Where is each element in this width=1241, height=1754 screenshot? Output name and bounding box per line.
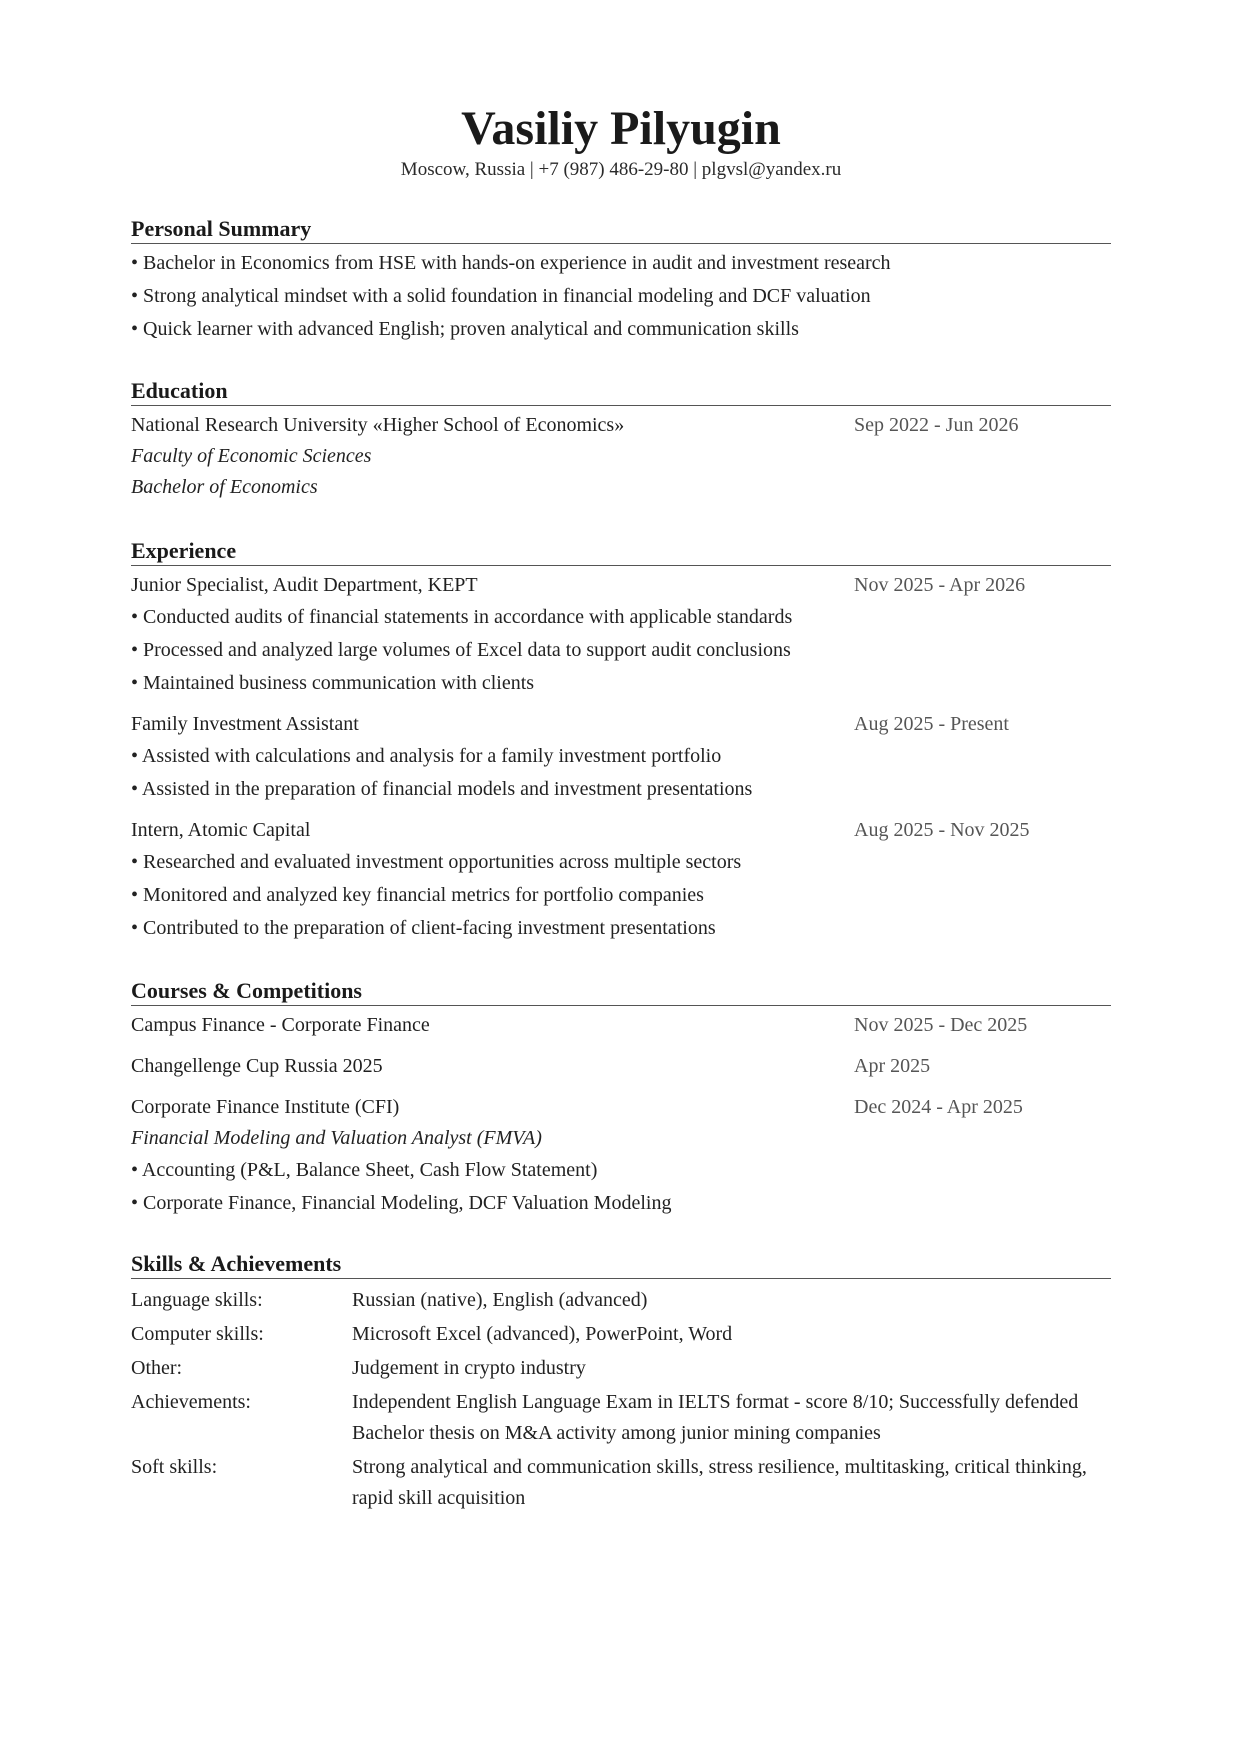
skill-label: Language skills:: [131, 1289, 263, 1311]
skill-row: [131, 1387, 1111, 1449]
course-entry: [131, 1010, 1111, 1041]
course-bullet: • Accounting (P&L, Balance Sheet, Cash Flow Statement): [131, 1159, 598, 1181]
course-name: Changellenge Cup Russia 2025: [131, 1055, 383, 1077]
job-bullet: • Monitored and analyzed key financial metrics for portfolio companies: [131, 884, 704, 906]
skill-label: Other:: [131, 1357, 183, 1379]
section-title: Experience: [131, 537, 1111, 566]
summary-bullet: • Strong analytical mindset with a solid foundation in financial modeling and DCF valuation: [131, 285, 871, 307]
skill-value: Microsoft Excel (advanced), PowerPoint, Word: [352, 1323, 733, 1345]
job-role: Family Investment Assistant: [131, 713, 359, 735]
course-dates: Nov 2025 - Dec 2025: [854, 1014, 1028, 1036]
course-name: Campus Finance - Corporate Finance: [131, 1014, 430, 1036]
course-entry: [131, 1092, 1111, 1220]
skill-label: Computer skills:: [131, 1323, 264, 1345]
degree: Bachelor of Economics: [131, 476, 318, 498]
section-experience: [131, 537, 1111, 945]
job-dates: Aug 2025 - Present: [854, 713, 1009, 735]
skill-value: Judgement in crypto industry: [352, 1357, 586, 1379]
skill-label: Achievements:: [131, 1391, 251, 1413]
institution-name: National Research University «Higher School of Economics»: [131, 414, 625, 436]
course-subtitle: Financial Modeling and Valuation Analyst (FMVA): [131, 1127, 542, 1149]
skill-row: [131, 1285, 1111, 1316]
job-bullet: • Processed and analyzed large volumes of Excel data to support audit conclusions: [131, 639, 791, 661]
faculty: Faculty of Economic Sciences: [131, 445, 372, 467]
job-dates: Nov 2025 - Apr 2026: [854, 574, 1026, 596]
job-dates: Aug 2025 - Nov 2025: [854, 819, 1030, 841]
job-entry: [131, 815, 1111, 945]
skill-value: Independent English Language Exam in IELTS format - score 8/10; Successfully defended Bachelor thesis on M&A activity among junior mining companies: [352, 1391, 1079, 1444]
job-role: Junior Specialist, Audit Department, KEPT: [131, 574, 478, 596]
job-entry: [131, 570, 1111, 700]
section-title: Personal Summary: [131, 215, 1111, 244]
section-title: Education: [131, 377, 1111, 406]
job-bullet: • Assisted with calculations and analysis for a family investment portfolio: [131, 745, 722, 767]
summary-bullet: • Quick learner with advanced English; proven analytical and communication skills: [131, 318, 799, 340]
skill-row: [131, 1319, 1111, 1350]
course-name: Corporate Finance Institute (CFI): [131, 1096, 400, 1118]
job-bullet: • Contributed to the preparation of client-facing investment presentations: [131, 917, 716, 939]
candidate-name: Vasiliy Pilyugin: [461, 102, 781, 155]
job-bullet: • Researched and evaluated investment opportunities across multiple sectors: [131, 851, 742, 873]
section-skills: [131, 1250, 1111, 1517]
course-dates: Apr 2025: [854, 1055, 931, 1077]
skill-row: [131, 1452, 1111, 1514]
course-bullet: • Corporate Finance, Financial Modeling, DCF Valuation Modeling: [131, 1192, 672, 1214]
education-entry: [131, 410, 1111, 441]
education-dates: Sep 2022 - Jun 2026: [854, 414, 1019, 436]
section-education: [131, 377, 1111, 503]
skill-row: [131, 1353, 1111, 1384]
skill-value: Strong analytical and communication skills, stress resilience, multitasking, critical thinking, rapid skill acquisition: [352, 1456, 1087, 1509]
skills-table: [131, 1285, 1111, 1514]
course-dates: Dec 2024 - Apr 2025: [854, 1096, 1023, 1118]
course-entry: [131, 1051, 1111, 1082]
skill-value: Russian (native), English (advanced): [352, 1289, 648, 1311]
contact-line: Moscow, Russia | +7 (987) 486-29-80 | plgvsl@yandex.ru: [400, 159, 842, 180]
section-personal-summary: [131, 215, 1111, 346]
job-bullet: • Maintained business communication with clients: [131, 672, 535, 694]
job-role: Intern, Atomic Capital: [131, 819, 311, 841]
job-bullet: • Conducted audits of financial statements in accordance with applicable standards: [131, 606, 793, 628]
section-title: Skills & Achievements: [131, 1250, 1111, 1279]
job-bullet: • Assisted in the preparation of financial models and investment presentations: [131, 778, 753, 800]
summary-bullet: • Bachelor in Economics from HSE with hands-on experience in audit and investment research: [131, 252, 891, 274]
section-courses: [131, 977, 1111, 1220]
skill-label: Soft skills:: [131, 1456, 218, 1478]
section-title: Courses & Competitions: [131, 977, 1111, 1006]
job-entry: [131, 709, 1111, 806]
